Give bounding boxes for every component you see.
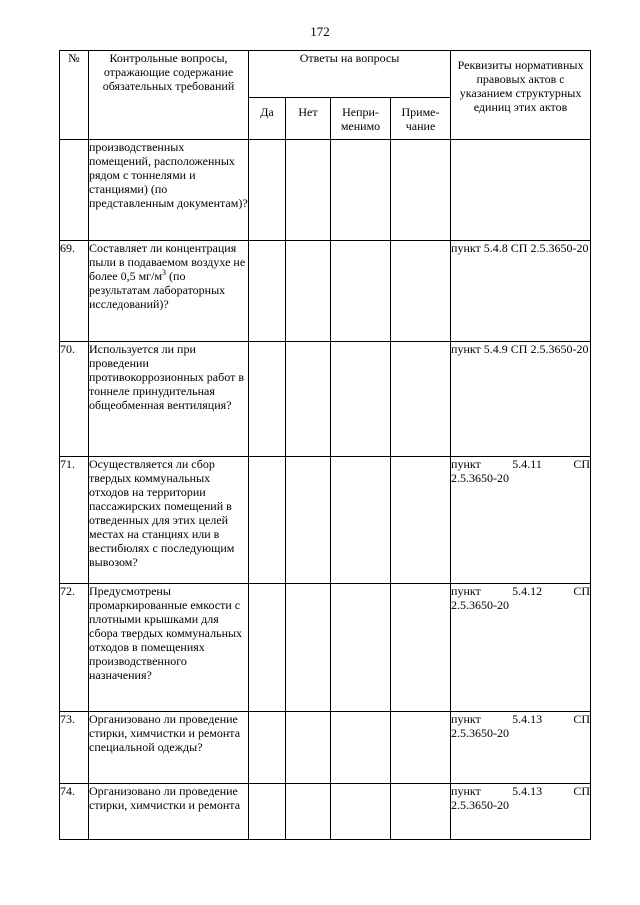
- table-row: [60, 342, 591, 457]
- table-row: [60, 584, 591, 712]
- header-na-line1: Непри-: [342, 105, 379, 119]
- requisite-clause: 5.4.11: [512, 457, 542, 471]
- table-row: [60, 140, 591, 241]
- row-requisites: пункт 5.4.9 СП 2.5.3650-20: [451, 342, 591, 457]
- row-number: [60, 140, 89, 241]
- row-number: 69.: [60, 241, 89, 342]
- row-question: Предусмотрены промаркированные емкости с плотными крышками для сбора твердых коммунальных отходов в помещениях производственного назначения?: [89, 584, 249, 712]
- header-note: [391, 98, 451, 140]
- row-requisites: пункт 5.4.8 СП 2.5.3650-20: [451, 241, 591, 342]
- table-row: [60, 712, 591, 784]
- row-requisites: [451, 584, 591, 712]
- requisite-code: СП: [573, 584, 591, 598]
- row-question: Организовано ли проведение стирки, химчистки и ремонта: [89, 784, 249, 840]
- requisite-line: [451, 712, 590, 726]
- header-note-line1: Приме-: [401, 105, 440, 119]
- row-question: Осуществляется ли сбор твердых коммунальных отходов на территории пассажирских помещений в отведенных для этих целей местах на станциях или в вестибюлях с последующим вывозом?: [89, 457, 249, 584]
- row-requisites: [451, 712, 591, 784]
- requisite-clause: 5.4.13: [512, 712, 543, 726]
- row-question: Организовано ли проведение стирки, химчистки и ремонта специальной одежды?: [89, 712, 249, 784]
- requisite-line: [451, 784, 590, 798]
- table-row: [60, 784, 591, 840]
- requisite-line: [451, 584, 590, 598]
- header-answers: Ответы на вопросы: [249, 51, 451, 98]
- header-na: [331, 98, 391, 140]
- row-requisites: [451, 140, 591, 241]
- requisite-word: пункт: [451, 457, 481, 471]
- requisite-word: пункт: [451, 712, 481, 726]
- requisite-code: СП: [573, 457, 591, 471]
- requisite-code: СП: [573, 784, 591, 798]
- requisite-word: пункт: [451, 584, 481, 598]
- row-question: [89, 241, 249, 342]
- requisite-number: 2.5.3650-20: [451, 726, 510, 740]
- header-note-line2: чание: [405, 119, 436, 133]
- requisite-clause: 5.4.13: [512, 784, 543, 798]
- question-text-part: (по результатам лабораторных исследований)?: [89, 269, 226, 311]
- row-number: 74.: [60, 784, 89, 840]
- header-no: Нет: [286, 98, 331, 140]
- table-row: [60, 457, 591, 584]
- row-requisites: [451, 457, 591, 584]
- row-number: 72.: [60, 584, 89, 712]
- requisite-number: 2.5.3650-20: [451, 471, 510, 485]
- header-questions: Контрольные вопросы, отражающие содержание обязательных требований: [89, 51, 249, 140]
- page-number: 172: [310, 24, 330, 39]
- row-question: Используется ли при проведении противокоррозионных работ в тоннеле принудительная общеобменная вентиляция?: [89, 342, 249, 457]
- row-question: производственных помещений, расположенных рядом с тоннелями и станциями) (по представленным документам)?: [89, 140, 249, 241]
- requisite-clause: 5.4.12: [512, 584, 543, 598]
- superscript: 3: [162, 268, 167, 277]
- row-number: 71.: [60, 457, 89, 584]
- row-number: 73.: [60, 712, 89, 784]
- header-num: №: [60, 51, 89, 140]
- table-row: [60, 241, 591, 342]
- header-requisites: Реквизиты нормативных правовых актов с указанием структурных единиц этих актов: [451, 51, 591, 140]
- requisite-code: СП: [573, 712, 591, 726]
- requisite-line: [451, 457, 590, 471]
- requisite-number: 2.5.3650-20: [451, 798, 510, 812]
- row-number: 70.: [60, 342, 89, 457]
- question-text-part: Составляет ли концентрация пыли в подаваемом воздухе не более 0,5 мг/м: [89, 241, 246, 283]
- checklist-table: [59, 50, 591, 840]
- requisite-word: пункт: [451, 784, 481, 798]
- header-na-line2: менимо: [340, 119, 381, 133]
- requisite-number: 2.5.3650-20: [451, 598, 510, 612]
- row-requisites: [451, 784, 591, 840]
- header-yes: Да: [249, 98, 286, 140]
